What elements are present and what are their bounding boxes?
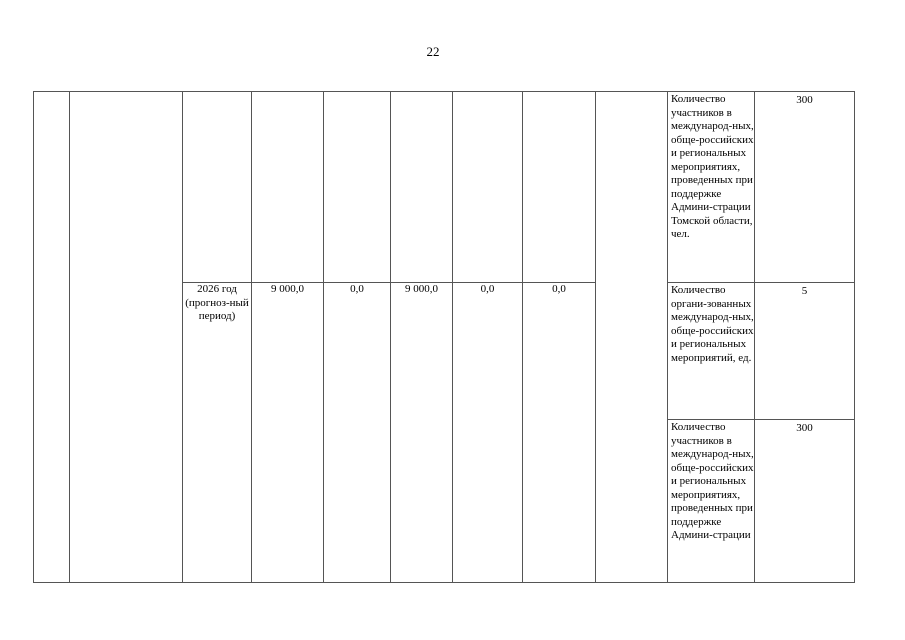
table-cell-value: [252, 92, 324, 283]
indicator-value: 300: [755, 92, 855, 283]
value-regional: 9 000,0: [391, 283, 453, 583]
indicator-name: Количество участников в международ-ных, обще-российских и региональных мероприятиях, проведенных при поддержке Админи-страции: [668, 420, 755, 583]
indicator-value: 5: [755, 283, 855, 420]
table-cell-name: [70, 92, 183, 583]
value-other: 0,0: [523, 283, 596, 583]
table-cell-number: [34, 92, 70, 583]
value-total: 9 000,0: [252, 283, 324, 583]
value-local: 0,0: [453, 283, 523, 583]
table-cell-executor: [596, 92, 668, 583]
table-cell-value: [453, 92, 523, 283]
budget-table: [33, 91, 855, 583]
table-row: [34, 92, 855, 283]
table-cell-year: [183, 92, 252, 283]
page-number: 22: [426, 44, 440, 59]
table-cell-value: [324, 92, 391, 283]
table-cell-value: [391, 92, 453, 283]
indicator-name: Количество участников в международ-ных, обще-российских и региональных мероприятиях, проведенных при поддержке Админи-страции Томской области, чел.: [668, 92, 755, 283]
table-cell-value: [523, 92, 596, 283]
indicator-value: 300: [755, 420, 855, 583]
value-federal: 0,0: [324, 283, 391, 583]
year-label: 2026 год (прогноз-ный период): [183, 283, 252, 583]
indicator-name: Количество органи-зованных международ-ных, обще-российских и региональных мероприятий, ед.: [668, 283, 755, 420]
